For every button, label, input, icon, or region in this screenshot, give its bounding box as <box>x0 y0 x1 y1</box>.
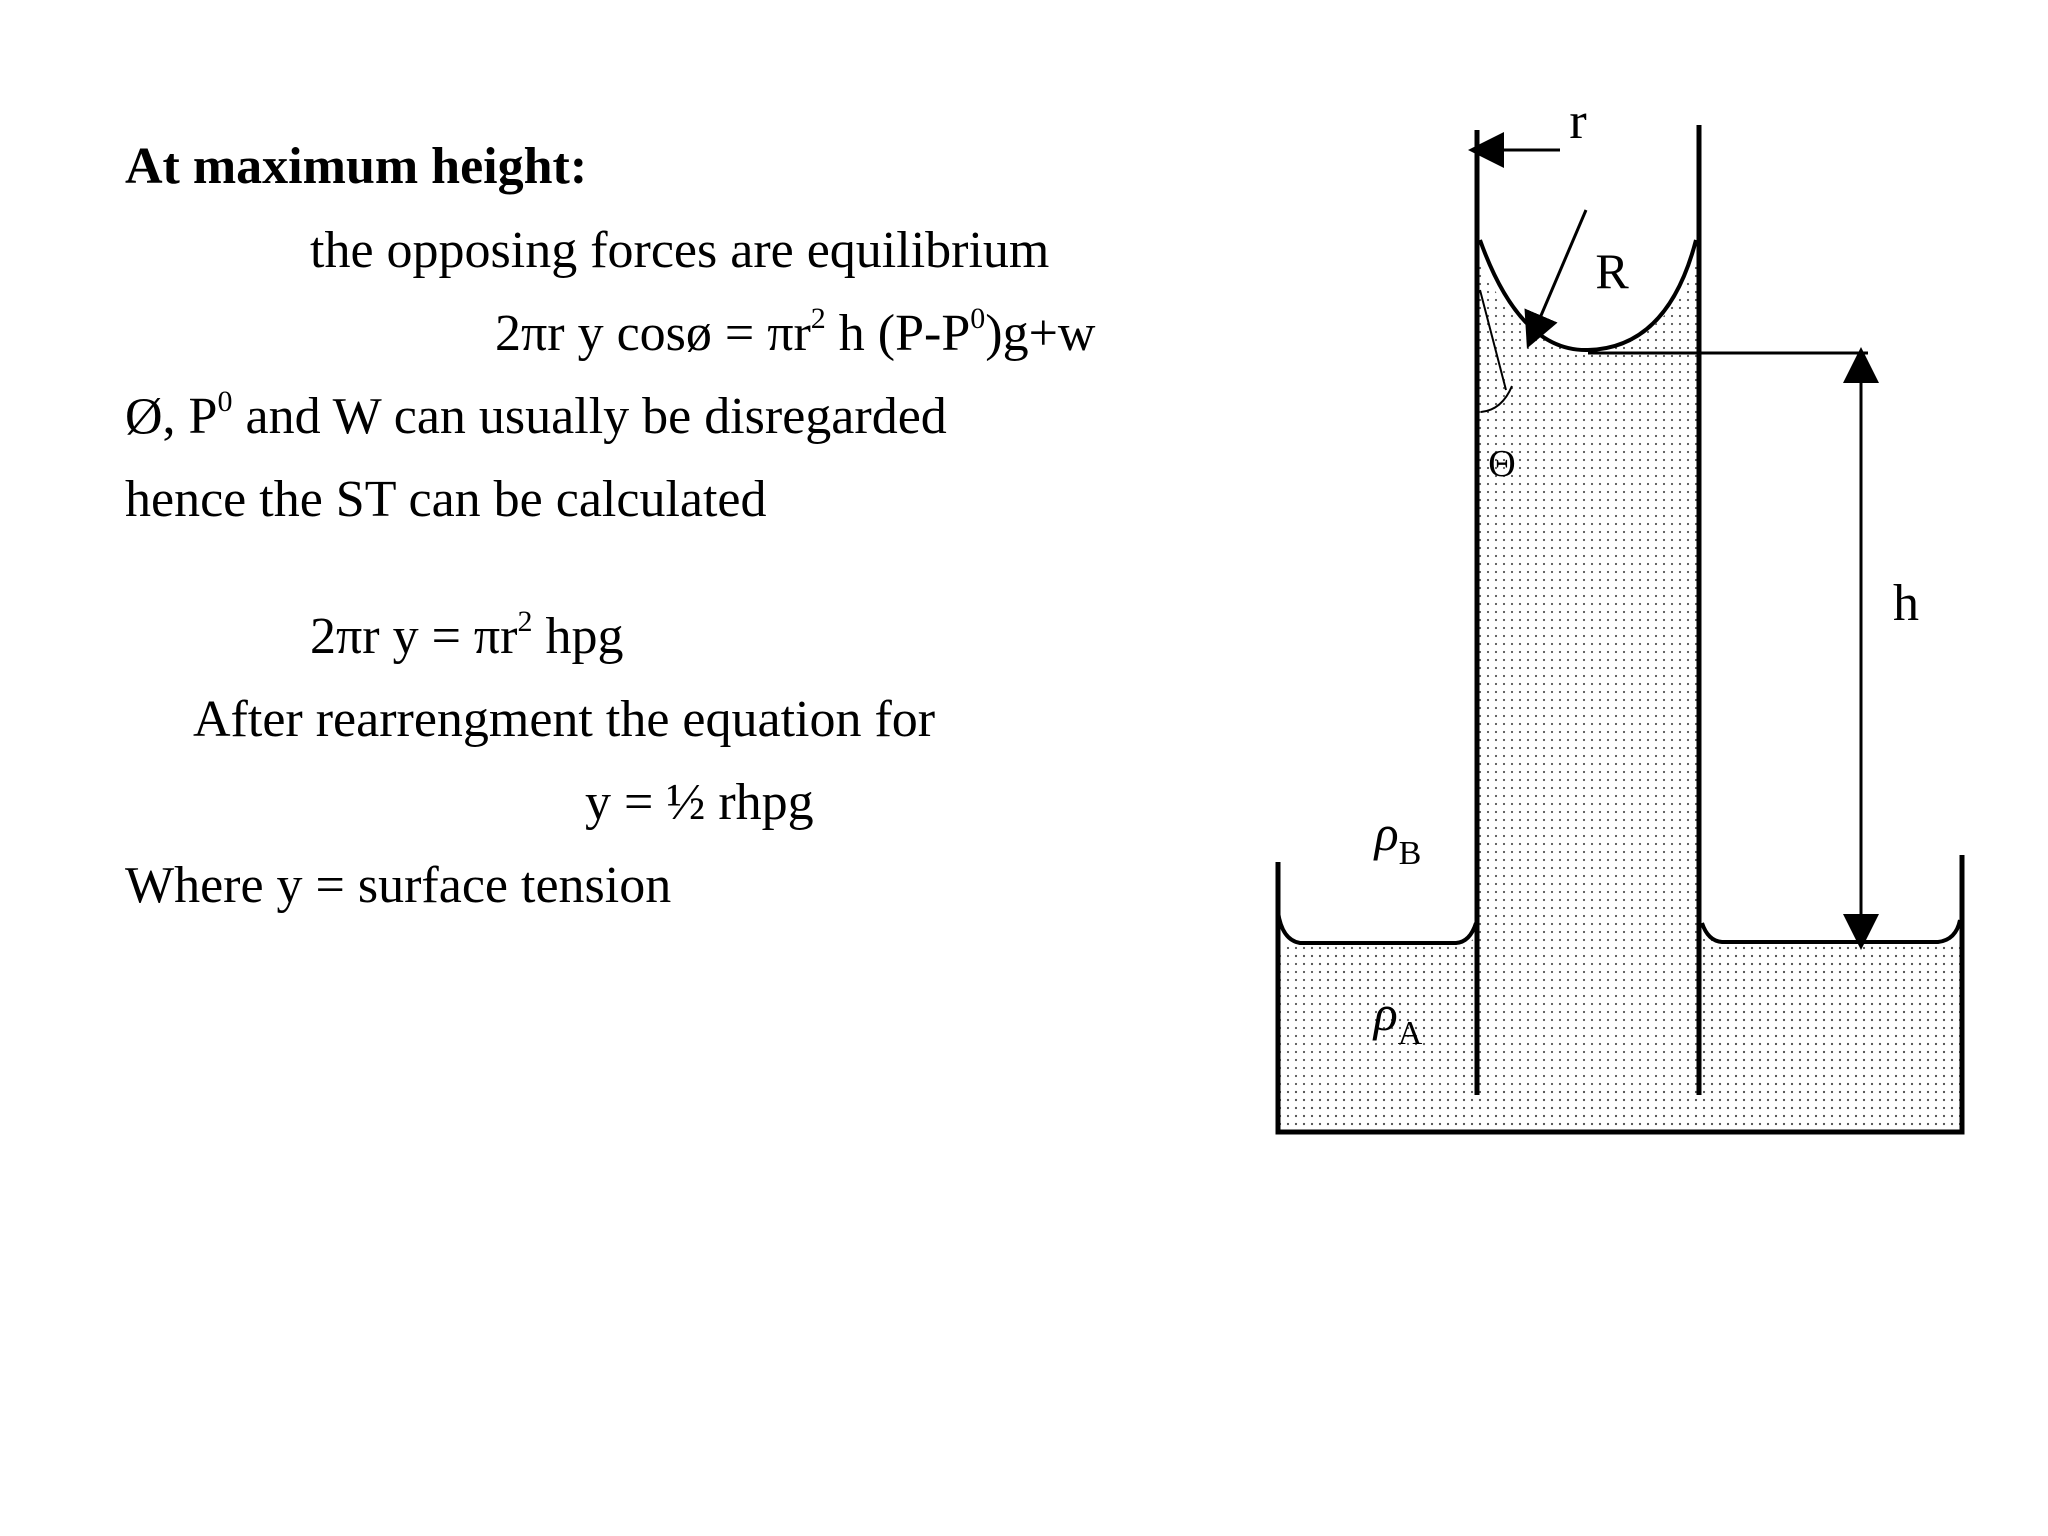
eq-part: 2πr y cosø = πr <box>495 305 811 362</box>
reservoir-liquid-right <box>1699 946 1961 1128</box>
rearrangement-statement: After rearrengment the equation for <box>193 691 936 748</box>
label-r: r <box>1569 93 1587 150</box>
calculation-statement: hence the ST can be calculated <box>125 471 767 528</box>
eq-part: )g+w <box>985 305 1096 362</box>
label-h: h <box>1893 575 1919 632</box>
eq-superscript: 2 <box>810 302 826 335</box>
capillary-rise-diagram <box>1270 90 2010 1150</box>
definition-statement: Where y = surface tension <box>125 857 672 914</box>
rho-a-symbol: ρ <box>1373 985 1398 1041</box>
label-theta: Θ <box>1488 443 1516 485</box>
rho-b-subscript: B <box>1398 835 1422 872</box>
eq-part: hpg <box>532 608 624 665</box>
capillary-liquid <box>1477 255 1699 1128</box>
rho-b-symbol: ρ <box>1374 805 1399 861</box>
stmt-part: Ø, P <box>125 388 218 445</box>
equilibrium-statement: the opposing forces are equilibrium <box>310 222 1050 279</box>
eq-superscript: 0 <box>970 302 986 335</box>
eq-part: 2πr y = πr <box>310 608 518 665</box>
force-balance-equation <box>495 304 1095 364</box>
heading: At maximum height: <box>125 138 588 195</box>
label-R: R <box>1595 243 1629 299</box>
eq-part: h (P-P <box>825 305 971 362</box>
disregard-statement <box>125 387 947 447</box>
eq-superscript: 2 <box>517 605 533 638</box>
right-liquid-surface <box>1702 920 1960 942</box>
stmt-superscript: 0 <box>217 385 233 418</box>
slide-text-block <box>0 0 1240 1000</box>
curvature-R-arrow <box>1534 210 1586 332</box>
rho-a-subscript: A <box>1397 1015 1423 1052</box>
stmt-part: and W can usually be disregarded <box>232 388 947 445</box>
label-rho-B <box>1373 805 1422 872</box>
left-liquid-surface <box>1278 912 1476 943</box>
simplified-equation <box>310 607 623 667</box>
final-equation: y = ½ rhpg <box>585 774 814 831</box>
